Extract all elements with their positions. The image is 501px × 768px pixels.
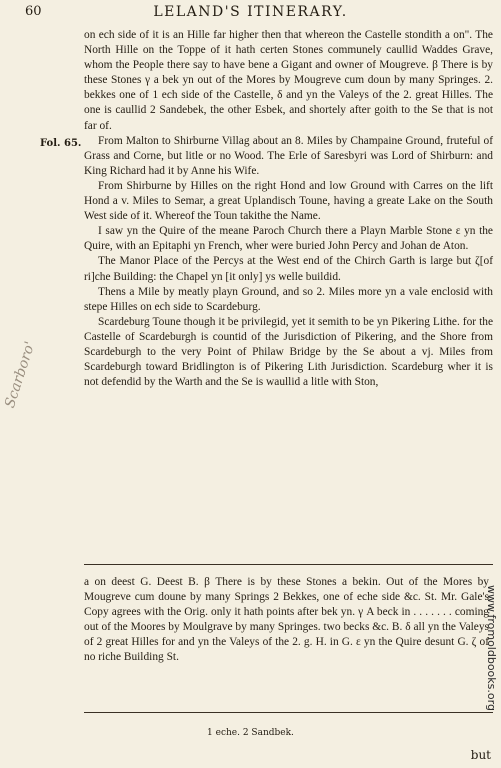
paragraph: From Malton to Shirburne Villag about an 8. Miles by Champaine Ground, fruteful of Grass and Corne, but litle or no Wood. The Erle of Saresbyri was Lord of Shirburn: and King Richard had it by Anne his Wife. [84,134,493,177]
watermark [484,585,498,760]
folio-reference: Fol. 65. [40,138,82,149]
catchword: but [470,748,491,762]
footnote-line: 1 eche. 2 Sandbek. [207,728,294,738]
handwritten-margin-note: Scarboro' [2,339,39,410]
page-header [0,4,501,26]
paragraph: Scardeburg Toune though it be privilegid, yet it semith to be yn Pikering Lithe. for the Castelle of Scardeburgh is countid of the Jurisdiction of Pikering, and the Shore from Scardeburgh to the very Point of Philaw Bridge by the Se about a vj. Miles from Scardeburgh toward Bridlington is of Pikering Lith Jurisdiction. Scardeburg wher it is not defendid by the Warth and the Se is waullid a litle with Ston, [84,315,493,389]
paragraph: The Manor Place of the Percys at the West end of the Chirch Garth is large but ζ[of ri]che Building: the Chapel yn [it only] ys welle buildid. [84,255,493,283]
main-text [84,28,493,390]
textual-notes [84,575,489,666]
notes-divider [84,564,493,565]
paragraph: on ech side of it is an Hille far higher then that whereon the Castelle stondith a on". The North Hille on the Toppe of it hath certen Stones communely caullid Waddes Grave, whom the People there say to have bene a Gigant and owner of Mougreve. β There is by these Stones γ a bek yn out of the Mores by Mougreve cum doun by many Springes. 2. bekkes one of 1 ech side of the Castelle, δ and yn the Valeys of the 2. great Hilles. The one is caullid 2 Sandebek, the other Esbek, and shortely after goith to the Se that is not far of. [84,29,493,132]
page-number: 60 [25,4,42,19]
paragraph: Thens a Mile by meatly playn Ground, and so 2. Miles more yn a vale enclosid with stepe Hilles on ech side to Scardeburg. [84,285,493,313]
paragraph: From Shirburne by Hilles on the right Hond and low Ground with Carres on the lift Hond a v. Miles to Semar, a great Uplandisch Toune, having a greate Lake on the South West side of it. Whereof the Toun takithe the Name. [84,179,493,223]
note-text: a on deest G. Deest B. β There is by these Stones a bekin. Out of the Mores by Mougreve cum doune by many Springs 2 Bekkes, one of eche side &c. St. Mr. Gale's Copy agrees with the Orig. only it hath points after bek yn. γ A beck in . . . . . . . coming out of the Moores by Moulgrave by many Springes. two becks &c. B. δ all yn the Valeys of 2 great Hilles for and yn the Valeys of the 2. g. H. in G. ε yn the Quire desunt G. ζ of no riche Building St. [84,576,489,664]
watermark-text: www.fromoldbooks.org [485,585,498,711]
footnote-divider [84,712,493,713]
running-title: LELAND'S ITINERARY. [153,4,348,20]
paragraph: I saw yn the Quire of the meane Paroch Church there a Playn Marble Stone ε yn the Quire, with an Epitaphi yn French, wher were buried John Percy and Johan de Aton. [84,225,493,253]
